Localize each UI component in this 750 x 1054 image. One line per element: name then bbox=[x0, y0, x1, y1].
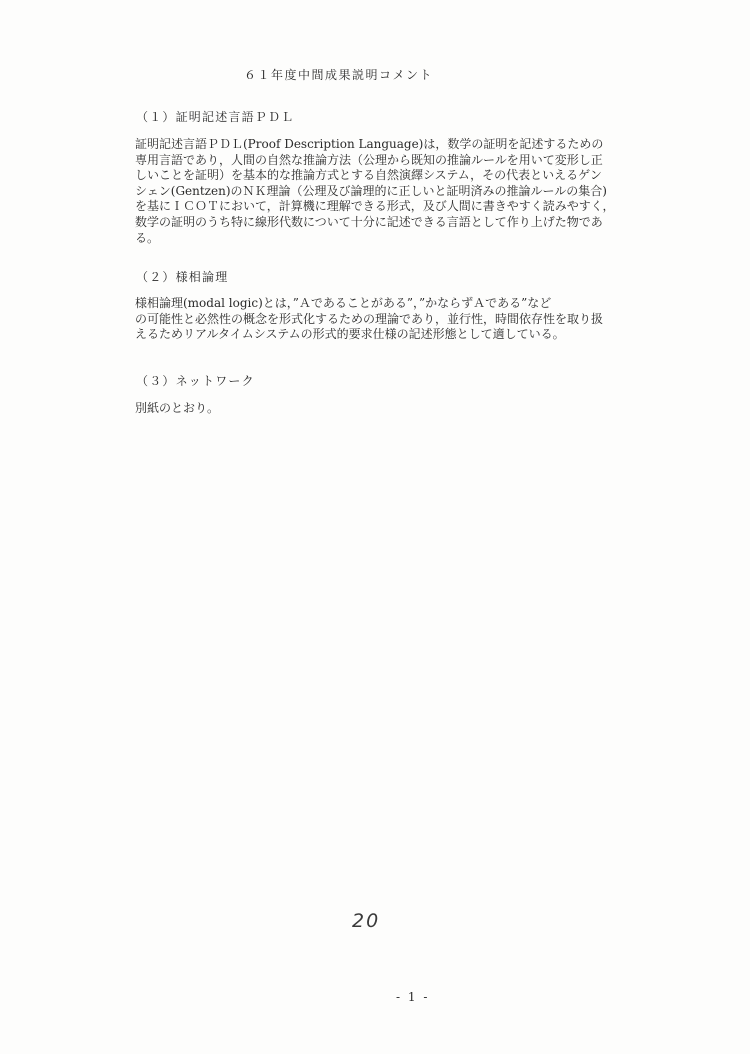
section-paragraph-modal-logic bbox=[135, 296, 603, 343]
paragraph-line: えるためリアルタイムシステムの形式的要求仕様の記述形態として適している。 bbox=[135, 327, 565, 342]
paragraph-line: る。 bbox=[135, 230, 160, 245]
paragraph-line: 専用言語であり，人間の自然な推論方法（公理から既知の推論ルールを用いて変形し正 bbox=[135, 152, 603, 167]
section-heading-modal-logic: （２）様相論理 bbox=[136, 270, 229, 284]
paragraph-line: を基にＩＣＯＴにおいて，計算機に理解できる形式，及び人間に書きやすく読みやすく， bbox=[135, 199, 615, 214]
paragraph-line: 数学の証明のうち特に線形代数について十分に記述できる言語として作り上げた物であ bbox=[135, 214, 603, 229]
paragraph-line: 様相論理(modal logic)とは，”Ａであることがある”，”かならずＡである”など bbox=[135, 296, 552, 310]
handwritten-number: 20 bbox=[352, 910, 381, 932]
paragraph-line: 別紙のとおり。 bbox=[135, 401, 220, 415]
page-number: - 1 - bbox=[396, 990, 430, 1004]
section-heading-network: （３）ネットワーク bbox=[136, 374, 255, 388]
paragraph-line: の可能性と必然性の概念を形式化するための理論であり，並行性，時間依存性を取り扱 bbox=[135, 311, 604, 326]
paragraph-line: 証明記述言語ＰＤＬ(Proof Description Language)は，数学の証明を記述するための bbox=[135, 137, 604, 151]
section-heading-pdl: （１）証明記述言語ＰＤＬ bbox=[136, 110, 295, 124]
paragraph-line: しいことを証明）を基本的な推論方式とする自然演繹システム，その代表といえるゲン bbox=[135, 168, 602, 183]
section-paragraph-pdl bbox=[135, 137, 615, 246]
section-paragraph-network bbox=[135, 401, 219, 417]
paragraph-line: シェン(Gentzen)のＮＫ理論（公理及び論理的に正しいと証明済みの推論ルールの集合) bbox=[135, 183, 607, 198]
document-title: ６１年度中間成果説明コメント bbox=[244, 68, 434, 82]
